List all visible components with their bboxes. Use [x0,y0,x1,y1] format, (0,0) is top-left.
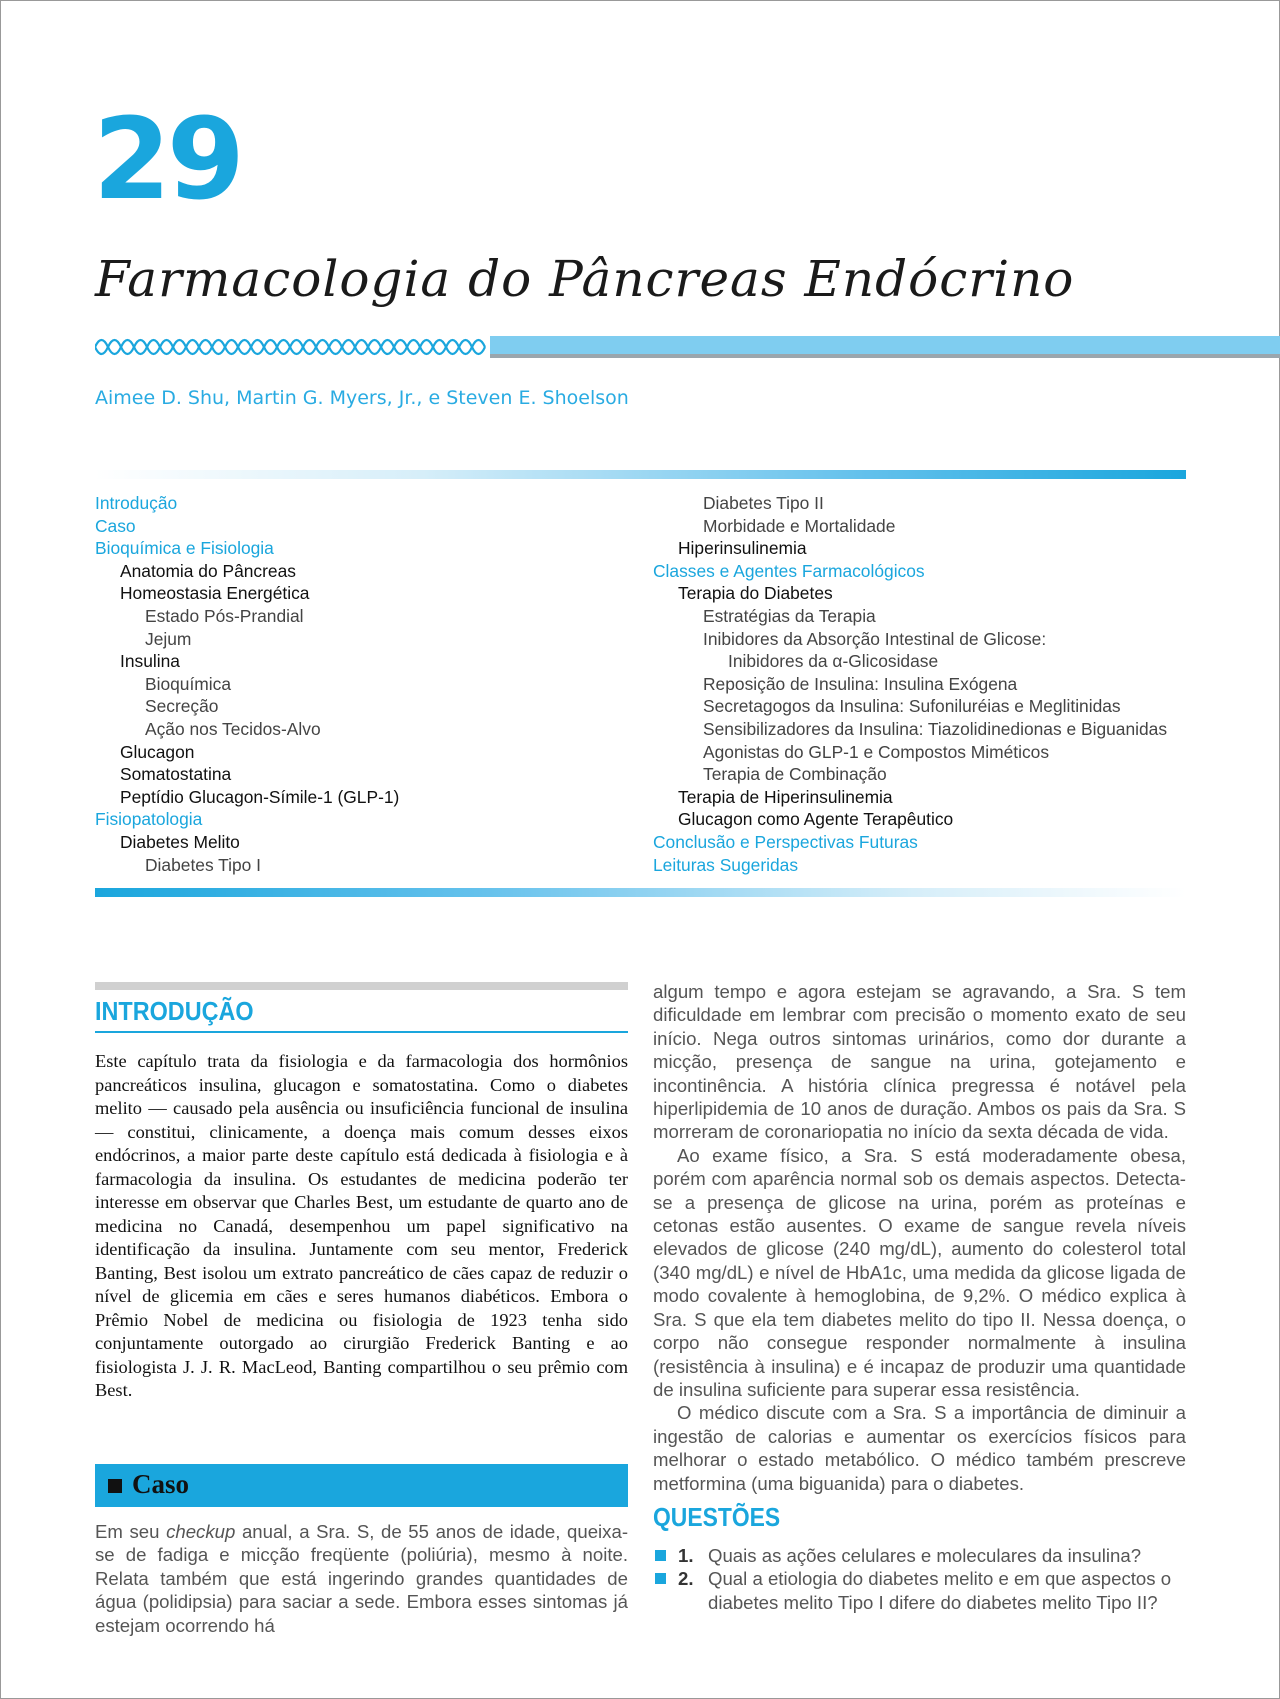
toc-top-rule [95,470,1186,479]
toc-entry: Introdução [95,493,178,513]
toc-entry: Agonistas do GLP-1 e Compostos Miméticos [703,741,1050,762]
toc-entry: Hiperinsulinemia [678,538,807,559]
toc-entry: Glucagon [120,741,195,762]
questions-heading: QUESTÕES [653,1502,781,1532]
case-heading: Caso [132,1469,190,1499]
question-number: 1. [678,1545,694,1566]
toc-entry: Conclusão e Perspectivas Futuras [653,831,918,852]
question-item [653,1567,1186,1614]
case-paragraph [95,1520,628,1637]
toc-entry: Terapia de Hiperinsulinemia [678,786,893,807]
toc-entry: Caso [95,515,136,536]
toc-entry: Leituras Sugeridas [653,854,799,875]
case-text-start: Em seu [95,1521,167,1542]
chapter-authors: Aimee D. Shu, Martin G. Myers, Jr., e Steven E. Shoelson [95,387,629,409]
intro-heading-rule [95,1031,628,1033]
toc-entry: Somatostatina [120,764,232,785]
toc-entry: Anatomia do Pâncreas [120,560,296,581]
toc-entry: Glucagon como Agente Terapêutico [678,809,954,830]
toc-entry: Terapia do Diabetes [678,583,833,604]
question-item [653,1544,1186,1567]
toc-entry: Reposição de Insulina: Insulina Exógena [703,673,1018,694]
case-paragraph-cont: algum tempo e agora estejam se agravando, a Sra. S tem dificuldade em lembrar com precisão o momento exato de seu início. Nega outros sintomas urinários, como dor durante a micção, presença de sangue na urina, gotejamento e incontinência. A história clínica pregressa é notável pela hiperlipidemia de 10 anos de duração. Ambos os pais da Sra. S morreram de coronariopatia no início da sexta década de vida. [653,981,1186,1143]
case-continuation [653,980,1186,1495]
intro-heading: INTRODUÇÃO [95,996,254,1026]
toc-entry: Terapia de Combinação [703,764,887,785]
chapter-number: 29 [93,95,241,225]
case-text-italic: checkup [166,1521,236,1542]
case-paragraph-treatment: O médico discute com a Sra. S a importância de diminuir a ingestão de calorias e aumentar os exercícios físicos para melhorar o estado metabólico. O médico também prescreve metformina (uma biguanida) para o diabetes. [653,1402,1186,1494]
toc-entry: Homeostasia Energética [120,583,310,604]
toc-entry: Morbidade e Mortalidade [703,515,896,536]
toc-entry: Jejum [145,628,192,649]
case-text-rest: anual, a Sra. S, de 55 anos de idade, queixa-se de fadiga e micção freqüente (poliúria), mesmo à noite. Relata também que está ingerindo grandes quantidades de água (polidipsia) para saciar a sede. Embora esses sintomas já estejam ocorrendo há [95,1521,629,1636]
section-top-bar [95,982,628,990]
toc-entry: Diabetes Tipo I [145,854,262,875]
toc-entry: Secreção [145,696,219,717]
case-paragraph-exam: Ao exame físico, a Sra. S está moderadamente obesa, porém com aparência normal sob os demais aspectos. Detecta-se a presença de glicose na urina, porém as proteínas e cetonas estão ausentes. O exame de sangue revela níveis elevados de glicose (240 mg/dL), aumento do colesterol total (340 mg/dL) e nível de HbA1c, uma medida da glicose ligada de modo covalente à hemoglobina, de 9,2%. O médico explica à Sra. S que ela tem diabetes melito do tipo II. Nessa doença, o corpo não consegue responder normalmente à insulina (resistência à insulina) e é incapaz de produzir uma quantidade de insulina suficiente para superar essa resistência. [653,1144,1186,1400]
toc-entry: Classes e Agentes Farmacológicos [653,560,925,581]
toc-entry: Estratégias da Terapia [703,605,876,626]
toc-entry: Diabetes Melito [120,831,240,852]
square-bullet-icon [655,1550,666,1561]
questions-list [653,1544,1186,1614]
toc-entry: Bioquímica [145,673,232,694]
square-bullet-icon [108,1479,122,1493]
toc-entry: Ação nos Tecidos-Alvo [145,718,321,739]
question-text: Qual a etiologia do diabetes melito e em que aspectos o diabetes melito Tipo I difere do diabetes melito Tipo II? [708,1568,1172,1613]
toc-entry: Inibidores da Absorção Intestinal de Glicose: [703,628,1047,649]
question-number: 2. [678,1568,694,1590]
square-bullet-icon [655,1573,666,1584]
decorative-title-band [95,336,1280,358]
toc-entry: Fisiopatologia [95,809,203,830]
toc-entry: Insulina [120,651,180,672]
toc-entry: Inibidores da α-Glicosidase [728,651,939,672]
toc-entry: Estado Pós-Prandial [145,605,304,626]
case-heading-box [95,1464,628,1507]
toc-entry: Secretagogos da Insulina: Sufoniluréias e Meglitinidas [703,696,1121,717]
toc-left-column [95,492,399,876]
toc-entry: Diabetes Tipo II [703,493,824,513]
question-text: Quais as ações celulares e moleculares da insulina? [708,1545,1142,1566]
toc-entry: Peptídio Glucagon-Símile-1 (GLP-1) [120,786,400,807]
toc-right-column [653,492,1167,876]
toc-bottom-rule [95,888,1186,897]
toc-entry: Sensibilizadores da Insulina: Tiazolidinedionas e Biguanidas [703,718,1168,739]
chapter-title: Farmacologia do Pâncreas Endócrino [95,250,1075,308]
toc-entry: Bioquímica e Fisiologia [95,538,274,559]
intro-paragraph: Este capítulo trata da fisiologia e da farmacologia dos hormônios pancreáticos insulina, glucagon e somatostatina. Como o diabetes melito — causado pela ausência ou insuficiência funcional de insulina — constitui, clinicamente, a doença mais comum desses eixos endócrinos, a maior parte deste capítulo está dedicada à fisiologia e à farmacologia da insulina. Os estudantes de medicina poderão ter interesse em observar que Charles Best, um estudante de quarto ano de medicina no Canadá, desempenhou um papel significativo na identificação da insulina. Juntamente com seu mentor, Frederick Banting, Best isolou um extrato pancreático de cães capaz de reduzir o nível de glicemia em cães e seres humanos diabéticos. Embora o Prêmio Nobel de medicina ou fisiologia de 1923 tenha sido conjuntamente outorgado ao cirurgião Frederick Banting e ao fisiologista J. J. R. MacLeod, Banting compartilhou o seu prêmio com Best. [95,1051,628,1400]
